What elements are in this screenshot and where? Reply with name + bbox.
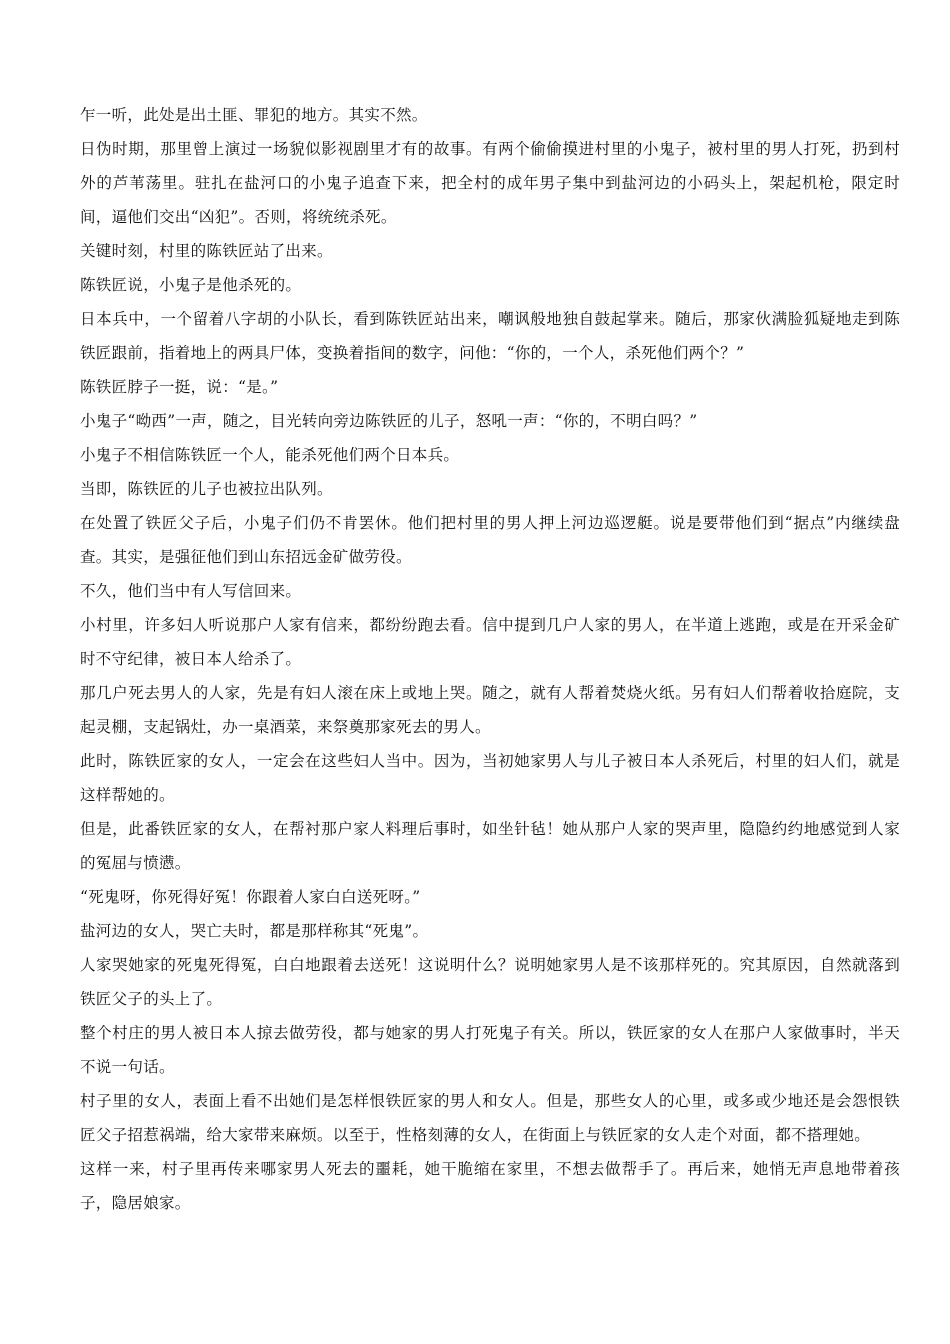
paragraph: 人家哭她家的死鬼死得冤，白白地跟着去送死！这说明什么？说明她家男人是不该那样死的。究其原因，自然就落到铁匠父子的头上了。: [80, 956, 900, 1008]
paragraph: 陈铁匠说，小鬼子是他杀死的。: [80, 276, 302, 294]
paragraph: 整个村庄的男人被日本人掠去做劳役，都与她家的男人打死鬼子有关。所以，铁匠家的女人在那户人家做事时，半天不说一句话。: [80, 1024, 900, 1076]
paragraph: 日伪时期，那里曾上演过一场貌似影视剧里才有的故事。有两个偷偷摸进村里的小鬼子，被村里的男人打死，扔到村外的芦苇荡里。驻扎在盐河口的小鬼子追查下来，把全村的成年男子集中到盐河边的小码头上，架起机枪，限定时间，逼他们交出“凶犯”。否则，将统统杀死。: [80, 140, 900, 226]
paragraph: 日本兵中，一个留着八字胡的小队长，看到陈铁匠站出来，嘲讽般地独自鼓起掌来。随后，那家伙满脸狐疑地走到陈铁匠跟前，指着地上的两具尸体，变换着指间的数字，问他：“你的，一个人，杀死他们两个？”: [80, 310, 900, 362]
paragraph: 但是，此番铁匠家的女人，在帮衬那户家人料理后事时，如坐针毡！她从那户人家的哭声里，隐隐约约地感觉到人家的冤屈与愤懑。: [80, 820, 900, 872]
article-body: [80, 98, 900, 1220]
paragraph: 陈铁匠脖子一挺，说：“是。”: [80, 378, 279, 396]
paragraph: 乍一听，此处是出土匪、罪犯的地方。其实不然。: [80, 106, 428, 124]
paragraph: 不久，他们当中有人写信回来。: [80, 582, 302, 600]
paragraph: 盐河边的女人，哭亡夫时，都是那样称其“死鬼”。: [80, 922, 429, 940]
paragraph: 这样一来，村子里再传来哪家男人死去的噩耗，她干脆缩在家里，不想去做帮手了。再后来，她悄无声息地带着孩子，隐居娘家。: [80, 1160, 900, 1212]
paragraph: 小鬼子“呦西”一声，随之，目光转向旁边陈铁匠的儿子，怒吼一声：“你的，不明白吗？”: [80, 412, 698, 430]
paragraph: 那几户死去男人的人家，先是有妇人滚在床上或地上哭。随之，就有人帮着焚烧火纸。另有妇人们帮着收拾庭院，支起灵棚，支起锅灶，办一桌酒菜，来祭奠那家死去的男人。: [80, 684, 900, 736]
paragraph: 关键时刻，村里的陈铁匠站了出来。: [80, 242, 333, 260]
paragraph: 此时，陈铁匠家的女人，一定会在这些妇人当中。因为，当初她家男人与儿子被日本人杀死后，村里的妇人们，就是这样帮她的。: [80, 752, 900, 804]
paragraph: 当即，陈铁匠的儿子也被拉出队列。: [80, 480, 333, 498]
paragraph: “死鬼呀，你死得好冤！你跟着人家白白送死呀。”: [80, 888, 421, 906]
paragraph: 小村里，许多妇人听说那户人家有信来，都纷纷跑去看。信中提到几户人家的男人，在半道上逃跑，或是在开采金矿时不守纪律，被日本人给杀了。: [80, 616, 900, 668]
paragraph: 小鬼子不相信陈铁匠一个人，能杀死他们两个日本兵。: [80, 446, 460, 464]
paragraph: 村子里的女人，表面上看不出她们是怎样恨铁匠家的男人和女人。但是，那些女人的心里，或多或少地还是会怨恨铁匠父子招惹祸端，给大家带来麻烦。以至于，性格刻薄的女人，在街面上与铁匠家的女人走个对面，都不搭理她。: [80, 1092, 900, 1144]
paragraph: 在处置了铁匠父子后，小鬼子们仍不肯罢休。他们把村里的男人押上河边巡逻艇。说是要带他们到“据点”内继续盘查。其实，是强征他们到山东招远金矿做劳役。: [80, 514, 900, 566]
